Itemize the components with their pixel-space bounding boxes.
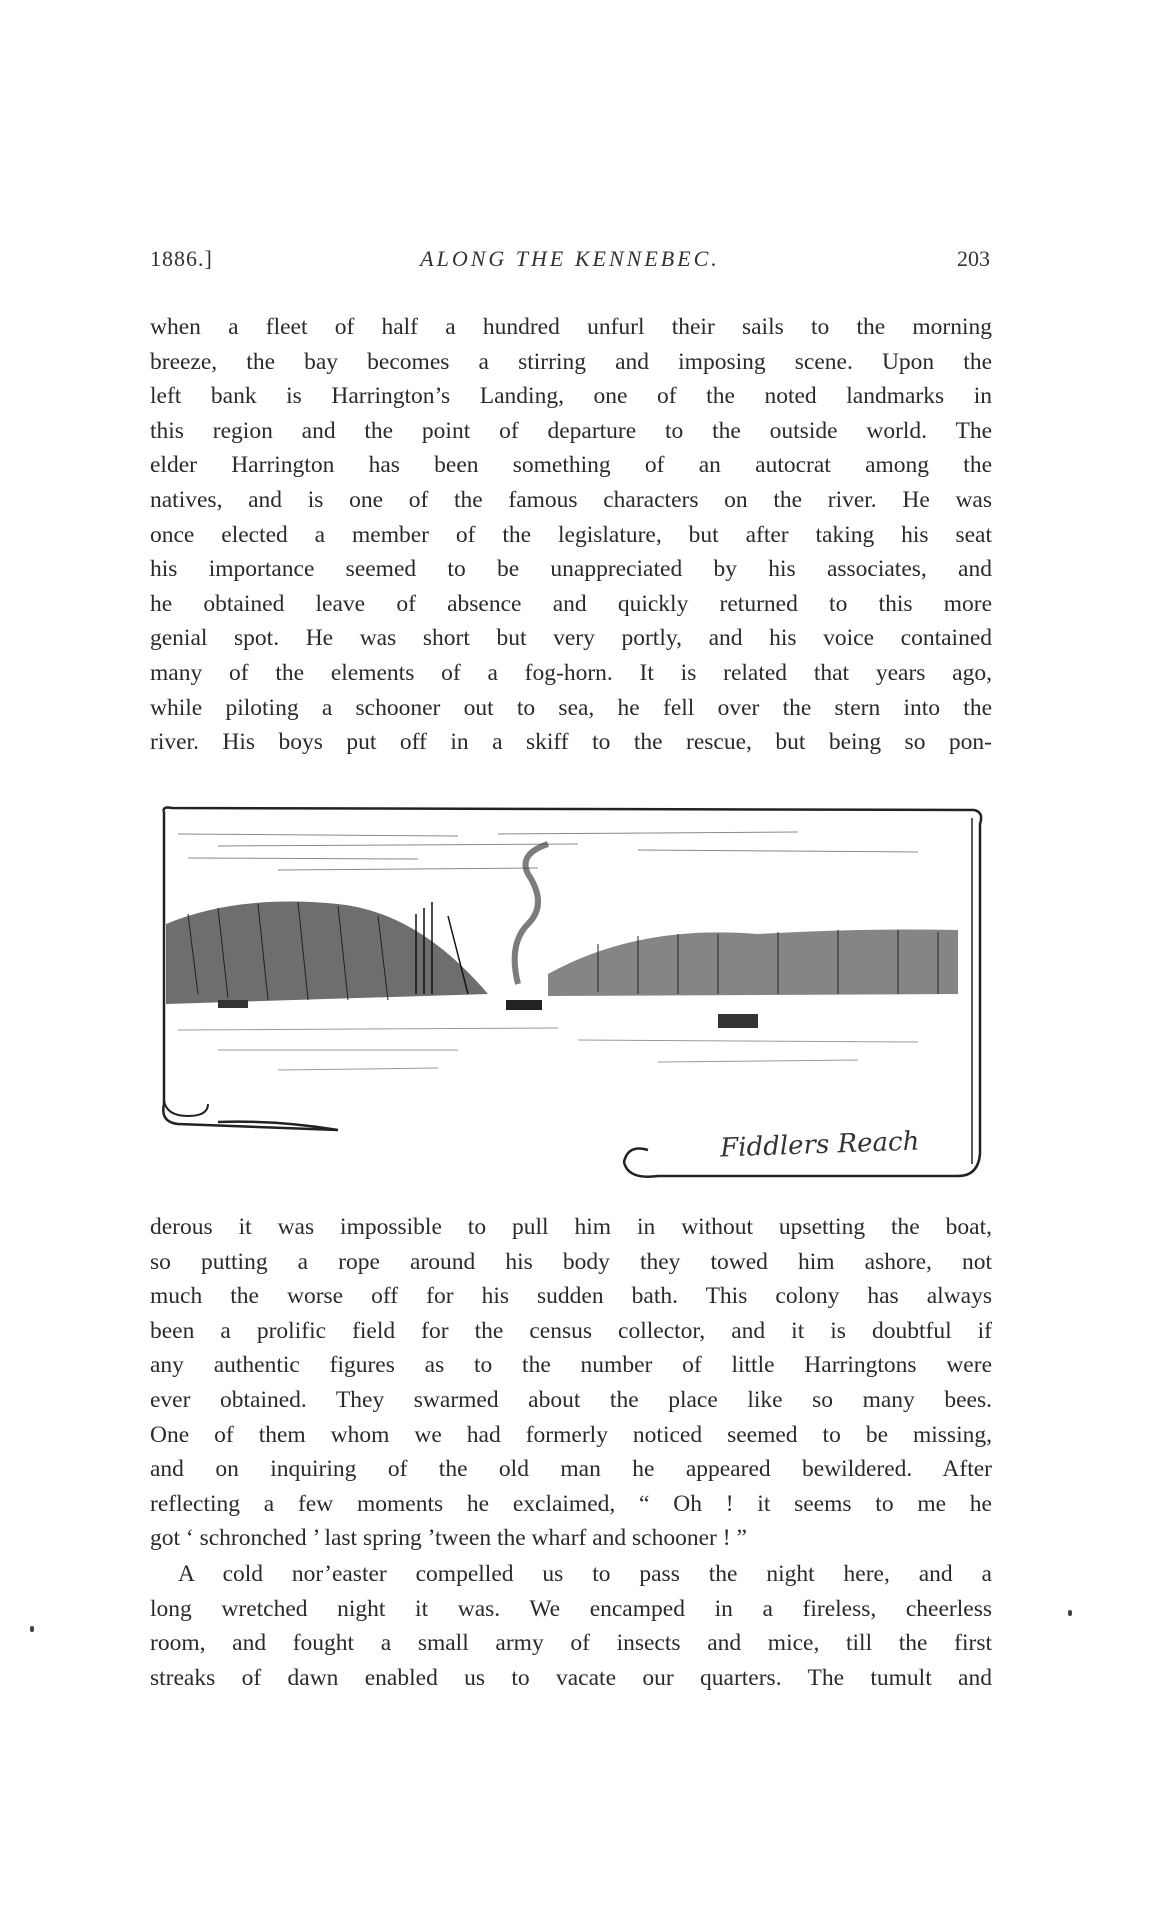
- ink-speck: [1068, 1610, 1072, 1616]
- text-line: many of the elements of a fog-horn. It is related that years ago,: [150, 659, 992, 686]
- illustration-caption: Fiddlers Reach: [719, 1126, 920, 1164]
- text-line: long wretched night it was. We encamped in a fireless, cheerless: [150, 1595, 992, 1622]
- text-line: A cold nor’easter compelled us to pass the night here, and a: [178, 1561, 992, 1587]
- text-line: got ‘ schronched ’ last spring ’tween the wharf and schooner ! ”: [150, 1525, 747, 1552]
- text-line: One of them whom we had formerly noticed seemed to be missing,: [150, 1421, 992, 1448]
- text-line: elder Harrington has been something of an autocrat among the: [150, 452, 992, 479]
- header-year: 1886.]: [150, 246, 213, 271]
- page-number: 203: [957, 246, 990, 271]
- text-line: much the worse off for his sudden bath. This colony has always: [150, 1283, 992, 1310]
- text-line: he obtained leave of absence and quickly returned to this more: [150, 590, 992, 617]
- text-line: his importance seemed to be unappreciated by his associates, and: [150, 556, 992, 583]
- text-line: derous it was impossible to pull him in without upsetting the boat,: [150, 1214, 992, 1240]
- text-line: any authentic figures as to the number of little Harringtons were: [150, 1352, 992, 1379]
- running-header: [150, 246, 990, 280]
- text-line: breeze, the bay becomes a stirring and imposing scene. Upon the: [150, 348, 992, 375]
- paragraph-top: [150, 310, 992, 760]
- text-line: room, and fought a small army of insects and mice, till the first: [150, 1630, 992, 1657]
- text-line: river. His boys put off in a skiff to the rescue, but being so pon-: [150, 729, 992, 756]
- text-line: streaks of dawn enabled us to vacate our quarters. The tumult and: [150, 1664, 992, 1691]
- ink-speck: [30, 1626, 34, 1632]
- text-line: been a prolific field for the census collector, and it is doubtful if: [150, 1317, 992, 1344]
- text-line: and on inquiring of the old man he appeared bewildered. After: [150, 1456, 992, 1483]
- text-line: ever obtained. They swarmed about the place like so many bees.: [150, 1386, 992, 1413]
- text-line: this region and the point of departure to the outside world. The: [150, 417, 992, 444]
- text-line: genial spot. He was short but very portly, and his voice contained: [150, 625, 992, 652]
- running-title: ALONG THE KENNEBEC.: [420, 246, 720, 271]
- text-line: reflecting a few moments he exclaimed, “ Oh ! it seems to me he: [150, 1490, 992, 1517]
- paragraph-last: [150, 1557, 992, 1695]
- paragraph-bottom: [150, 1210, 992, 1556]
- text-line: once elected a member of the legislature, but after taking his seat: [150, 521, 992, 548]
- text-line: left bank is Harrington’s Landing, one of the noted landmarks in: [150, 383, 992, 410]
- text-line: so putting a rope around his body they towed him ashore, not: [150, 1248, 992, 1275]
- text-line: while piloting a schooner out to sea, he fell over the stern into the: [150, 694, 992, 721]
- text-line: when a fleet of half a hundred unfurl their sails to the morning: [150, 314, 992, 340]
- text-line: natives, and is one of the famous characters on the river. He was: [150, 486, 992, 513]
